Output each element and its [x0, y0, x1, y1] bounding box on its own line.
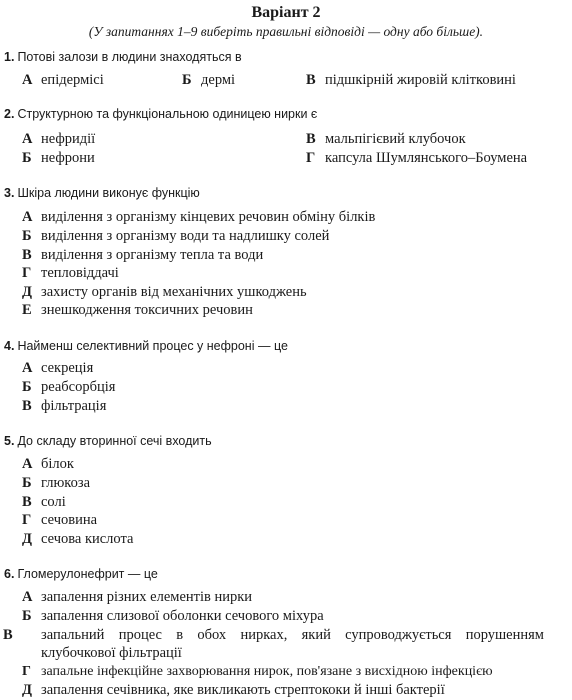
option-letter: В	[306, 72, 316, 88]
option-text: дермі	[201, 72, 236, 88]
option-letter: А	[22, 72, 33, 88]
option	[22, 588, 252, 606]
option	[22, 264, 119, 282]
option	[22, 378, 115, 396]
option-text: тепловіддачі	[41, 265, 119, 281]
option	[22, 208, 375, 226]
question-number: 1.	[4, 50, 15, 64]
option-letter: В	[22, 398, 32, 414]
option	[3, 626, 544, 662]
option-letter: Е	[22, 302, 32, 318]
question-number: 6.	[4, 567, 15, 581]
option-letter: В	[22, 247, 32, 263]
option	[22, 397, 106, 415]
question-number: 4.	[4, 339, 15, 353]
option-letter: В	[3, 627, 13, 643]
option	[306, 130, 466, 148]
option-letter: А	[22, 456, 33, 472]
option-text: солі	[41, 494, 66, 510]
option	[182, 71, 235, 89]
option-text: запалення сечівника, яке викликають стрептококи й інші бактерії	[41, 682, 445, 698]
option-text: білок	[41, 456, 74, 472]
option-letter: Б	[22, 608, 32, 624]
option-letter: Б	[22, 475, 32, 491]
option-letter: Д	[22, 682, 32, 698]
question-text: Структурною та функціональною одиницею нирки є	[17, 107, 318, 121]
option-letter: Г	[22, 664, 31, 679]
option-text: виділення з організму води та надлишку солей	[41, 228, 330, 244]
option-letter: Б	[22, 228, 32, 244]
question-1	[4, 50, 242, 64]
question-4	[4, 339, 288, 353]
option	[22, 227, 329, 245]
option-letter: Д	[22, 284, 32, 300]
option-letter: В	[306, 131, 316, 147]
option-letter: А	[22, 589, 33, 605]
option-text: запальне інфекційне захворювання нирок, пов'язане з висхідною інфекцією	[41, 664, 493, 679]
question-text: Потові залози в людини знаходяться в	[17, 50, 242, 64]
option	[22, 246, 263, 264]
question-2	[4, 107, 317, 121]
option-text: підшкірній жировій клітковині	[325, 72, 516, 88]
option-text: запальний процес в обох нирках, який супроводжується порушенням клубочкової фільтрації	[41, 627, 544, 661]
question-number: 2.	[4, 107, 15, 121]
option-text: запалення слизової оболонки сечового міхура	[41, 608, 324, 624]
option-text: реабсорбція	[41, 379, 116, 395]
option	[22, 71, 104, 89]
option-text: нефрони	[41, 150, 95, 166]
option	[22, 301, 253, 319]
option-letter: Б	[22, 379, 32, 395]
option-text: захисту органів від механічних ушкоджень	[41, 284, 307, 300]
option-text: капсула Шумлянського–Боумена	[325, 150, 528, 166]
option-letter: Г	[22, 265, 32, 281]
option	[22, 130, 95, 148]
option	[22, 359, 93, 377]
option-text: виділення з організму кінцевих речовин обміну білків	[41, 209, 376, 225]
option-letter: Г	[22, 512, 32, 528]
option-text: секреція	[41, 360, 94, 376]
option-text: глюкоза	[41, 475, 91, 491]
question-text: Найменш селективний процес у нефроні — це	[17, 339, 288, 353]
question-number: 3.	[4, 186, 15, 200]
question-6	[4, 567, 158, 581]
question-text: Гломерулонефрит — це	[17, 567, 158, 581]
question-text: До складу вторинної сечі входить	[17, 434, 212, 448]
option	[22, 149, 95, 167]
option-text: фільтрація	[41, 398, 107, 414]
option-letter: А	[22, 131, 33, 147]
option	[22, 493, 66, 511]
option-letter: Г	[306, 150, 316, 166]
option	[22, 455, 74, 473]
option	[22, 511, 97, 529]
option-text: мальпігієвий клубочок	[325, 131, 466, 147]
instructions: (У запитаннях 1–9 виберіть правильні відповіді — одну або більше).	[88, 24, 484, 39]
option-letter: В	[22, 494, 32, 510]
option-letter: Б	[22, 150, 32, 166]
option	[22, 663, 493, 681]
option-letter: А	[22, 360, 33, 376]
option-text: виділення з організму тепла та води	[41, 247, 264, 263]
option	[22, 530, 133, 548]
question-number: 5.	[4, 434, 15, 448]
page-title: Варіант 2	[251, 4, 321, 21]
option-text: сечовина	[41, 512, 98, 528]
option	[22, 607, 324, 625]
question-text: Шкіра людини виконує функцію	[17, 186, 200, 200]
option-letter: Д	[22, 531, 32, 547]
option	[22, 474, 90, 492]
option	[306, 71, 516, 89]
option-text: нефридії	[41, 131, 96, 147]
question-5	[4, 434, 212, 448]
option-letter: Б	[182, 72, 192, 88]
option	[22, 283, 307, 301]
option	[306, 149, 527, 167]
option	[22, 681, 445, 699]
question-3	[4, 186, 200, 200]
option-text: сечова кислота	[41, 531, 134, 547]
option-text: запалення різних елементів нирки	[41, 589, 253, 605]
option-text: епідермісі	[41, 72, 104, 88]
option-text: знешкодження токсичних речовин	[41, 302, 253, 318]
option-letter: А	[22, 209, 33, 225]
